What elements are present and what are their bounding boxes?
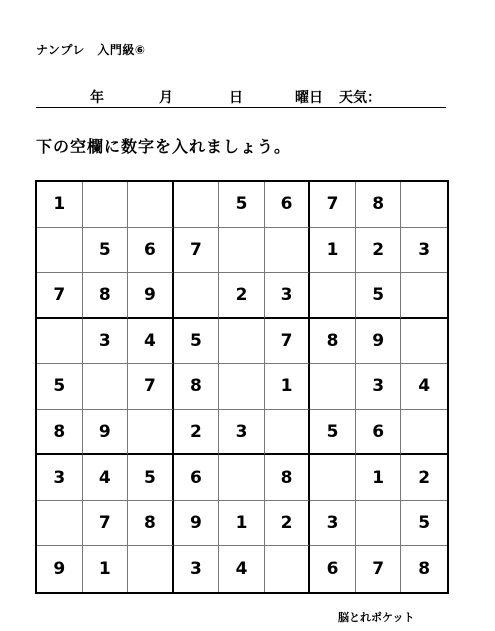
- sudoku-empty-cell[interactable]: [401, 410, 447, 456]
- sudoku-given-cell: 7: [356, 546, 402, 592]
- sudoku-empty-cell[interactable]: [401, 182, 447, 228]
- sudoku-given-cell: 7: [83, 501, 129, 547]
- sudoku-given-cell: 1: [219, 501, 265, 547]
- sudoku-empty-cell[interactable]: [219, 228, 265, 274]
- sudoku-empty-cell[interactable]: [83, 182, 129, 228]
- sudoku-given-cell: 1: [37, 182, 83, 228]
- sudoku-empty-cell[interactable]: [219, 319, 265, 365]
- sudoku-empty-cell[interactable]: [265, 228, 311, 274]
- sudoku-empty-cell[interactable]: [265, 410, 311, 456]
- sudoku-empty-cell[interactable]: [37, 501, 83, 547]
- sudoku-empty-cell[interactable]: [219, 364, 265, 410]
- sudoku-empty-cell[interactable]: [83, 364, 129, 410]
- sudoku-grid: [35, 180, 449, 594]
- sudoku-given-cell: 3: [265, 273, 311, 319]
- sudoku-given-cell: 6: [265, 182, 311, 228]
- sudoku-given-cell: 4: [219, 546, 265, 592]
- sudoku-given-cell: 5: [37, 364, 83, 410]
- sudoku-given-cell: 3: [83, 319, 129, 365]
- sudoku-given-cell: 9: [83, 410, 129, 456]
- sudoku-empty-cell[interactable]: [310, 273, 356, 319]
- sudoku-given-cell: 3: [310, 501, 356, 547]
- date-line: [36, 87, 446, 108]
- instruction-text: 下の空欄に数字を入れましょう。: [36, 137, 292, 156]
- sudoku-given-cell: 5: [174, 319, 220, 365]
- sudoku-given-cell: 8: [174, 364, 220, 410]
- sudoku-given-cell: 7: [128, 364, 174, 410]
- sudoku-given-cell: 8: [418, 559, 431, 580]
- sudoku-given-cell: 1: [310, 228, 356, 274]
- sudoku-given-cell: 8: [37, 410, 83, 456]
- sudoku-given-cell: 4: [401, 364, 447, 410]
- sudoku-given-cell: 7: [265, 319, 311, 365]
- worksheet-title: ナンプレ 入門級⑥: [36, 43, 146, 57]
- sudoku-empty-cell[interactable]: [128, 410, 174, 456]
- sudoku-given-cell: 1: [265, 364, 311, 410]
- sudoku-empty-cell[interactable]: [310, 364, 356, 410]
- sudoku-empty-cell[interactable]: [356, 501, 402, 547]
- sudoku-empty-cell[interactable]: [265, 546, 311, 592]
- sudoku-given-cell: 5: [356, 273, 402, 319]
- sudoku-given-cell: 5: [128, 455, 174, 501]
- sudoku-given-cell: 6: [128, 228, 174, 274]
- sudoku-empty-cell[interactable]: [310, 455, 356, 501]
- sudoku-given-cell: 7: [310, 182, 356, 228]
- sudoku-given-cell: 2: [356, 228, 402, 274]
- sudoku-given-cell: 7: [174, 228, 220, 274]
- sudoku-given-cell: 5: [83, 228, 129, 274]
- sudoku-empty-cell[interactable]: [37, 319, 83, 365]
- sudoku-given-cell: 9: [128, 273, 174, 319]
- sudoku-given-cell: 2: [265, 501, 311, 547]
- sudoku-given-cell: 1: [356, 455, 402, 501]
- sudoku-given-cell: 3: [37, 455, 83, 501]
- sudoku-given-cell: 8: [310, 319, 356, 365]
- sudoku-given-cell: 2: [219, 273, 265, 319]
- sudoku-given-cell: 8: [356, 182, 402, 228]
- sudoku-given-cell: 9: [356, 319, 402, 365]
- day-label: 日: [229, 90, 243, 106]
- sudoku-given-cell: 3: [219, 410, 265, 456]
- sudoku-given-cell: 7: [37, 273, 83, 319]
- sudoku-given-cell: 2: [174, 410, 220, 456]
- sudoku-given-cell: 2: [401, 455, 447, 501]
- sudoku-given-cell: 6: [310, 546, 356, 592]
- sudoku-given-cell: 5: [401, 501, 447, 547]
- sudoku-empty-cell[interactable]: [128, 546, 174, 592]
- sudoku-empty-cell[interactable]: [174, 273, 220, 319]
- sudoku-given-cell: 1: [83, 546, 129, 592]
- sudoku-empty-cell[interactable]: [174, 182, 220, 228]
- sudoku-empty-cell[interactable]: [401, 319, 447, 365]
- sudoku-given-cell: 4: [83, 455, 129, 501]
- sudoku-given-cell: 3: [174, 546, 220, 592]
- sudoku-given-cell: 8: [83, 273, 129, 319]
- sudoku-given-cell: 5: [219, 182, 265, 228]
- sudoku-given-cell: 6: [174, 455, 220, 501]
- sudoku-given-cell: 6: [356, 410, 402, 456]
- sudoku-empty-cell[interactable]: [401, 273, 447, 319]
- year-label: 年: [90, 90, 104, 106]
- publisher-credit: 脳とれポケット: [338, 611, 415, 624]
- sudoku-given-cell: 3: [356, 364, 402, 410]
- sudoku-given-cell: 3: [401, 228, 447, 274]
- sudoku-given-cell: 9: [174, 501, 220, 547]
- sudoku-given-cell: 8: [265, 455, 311, 501]
- sudoku-empty-cell[interactable]: [128, 182, 174, 228]
- weekday-label: 曜日: [295, 90, 323, 106]
- weather-label: 天気：: [339, 90, 381, 106]
- sudoku-given-cell: 5: [310, 410, 356, 456]
- sudoku-given-cell: 9: [37, 546, 83, 592]
- sudoku-empty-cell[interactable]: [37, 228, 83, 274]
- sudoku-empty-cell[interactable]: [219, 455, 265, 501]
- sudoku-given-cell: 8: [128, 501, 174, 547]
- sudoku-given-cell: 4: [128, 319, 174, 365]
- month-label: 月: [159, 90, 173, 106]
